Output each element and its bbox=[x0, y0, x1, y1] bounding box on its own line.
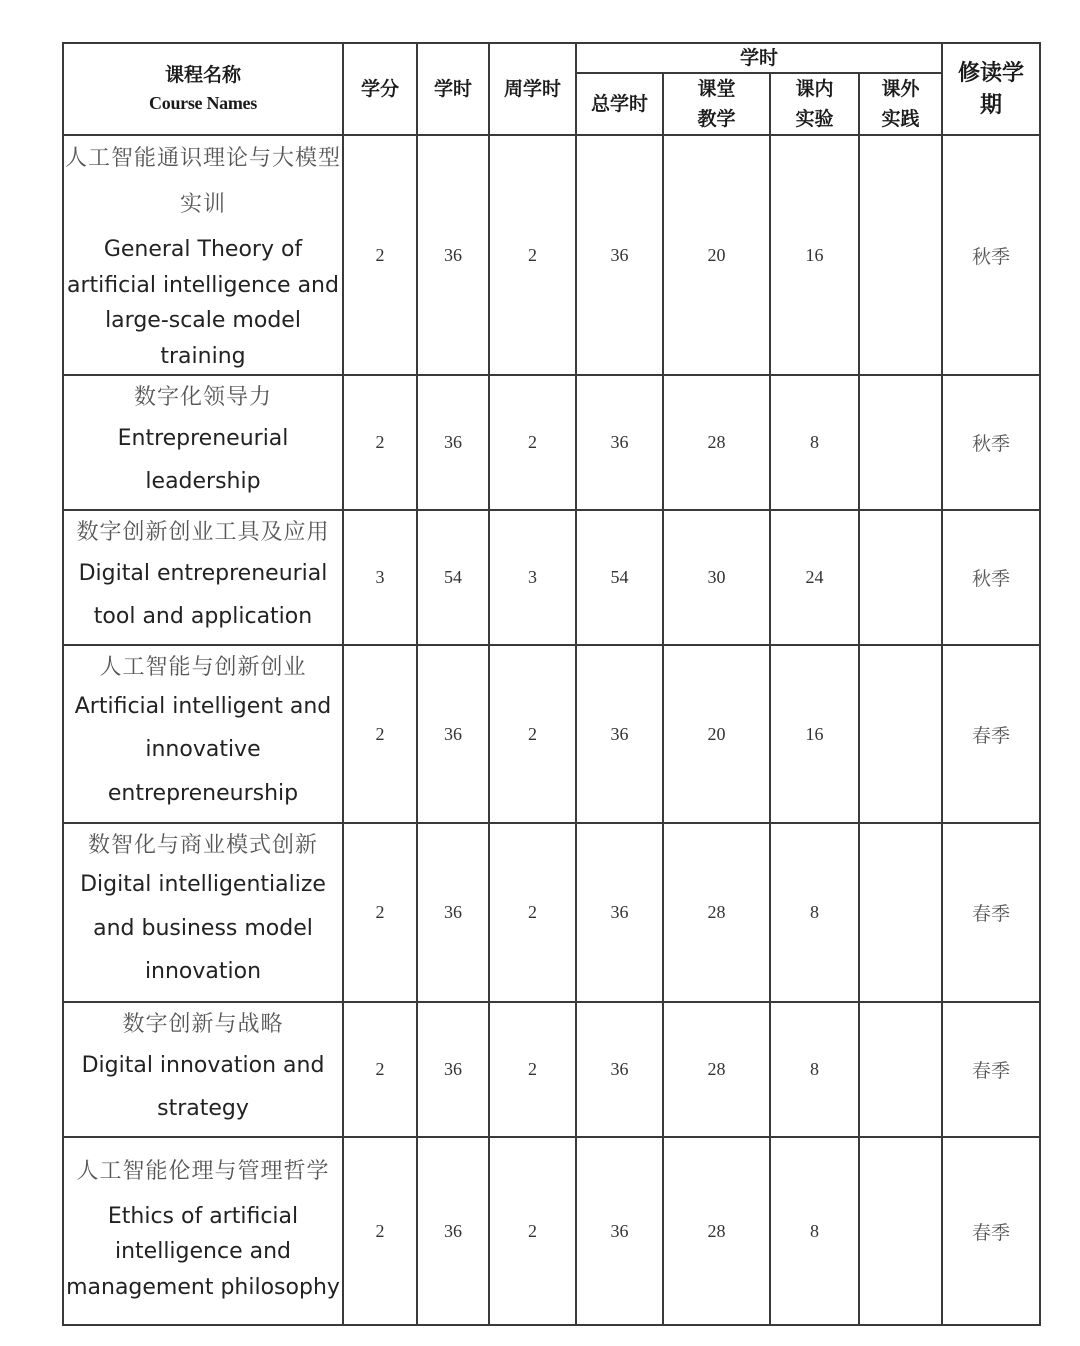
hours-cell: 36 bbox=[417, 375, 489, 510]
course-name-zh: 人工智能通识理论与大模型实训 bbox=[64, 146, 341, 217]
total-hours-cell: 36 bbox=[576, 823, 663, 1002]
table-row bbox=[63, 135, 1040, 375]
experiment-cell: 8 bbox=[770, 1137, 859, 1325]
practice-cell bbox=[859, 645, 942, 823]
course-name-cell bbox=[63, 135, 343, 375]
table-row bbox=[63, 375, 1040, 510]
practice-cell bbox=[859, 1137, 942, 1325]
experiment-cell: 8 bbox=[770, 823, 859, 1002]
weekly-hours-cell: 2 bbox=[489, 1137, 576, 1325]
classroom-cell: 30 bbox=[663, 510, 770, 645]
classroom-cell: 28 bbox=[663, 375, 770, 510]
course-name-zh: 人工智能与创新创业 bbox=[99, 654, 307, 680]
header-course-name-en: Course Names bbox=[149, 93, 257, 113]
weekly-hours-cell: 2 bbox=[489, 1002, 576, 1137]
course-name-zh: 数字创新与战略 bbox=[122, 1011, 284, 1037]
course-name-zh: 数字创新创业工具及应用 bbox=[76, 519, 330, 545]
practice-cell bbox=[859, 135, 942, 375]
course-table-container bbox=[62, 42, 1041, 1326]
experiment-cell: 24 bbox=[770, 510, 859, 645]
weekly-hours-cell: 3 bbox=[489, 510, 576, 645]
total-hours-cell: 36 bbox=[576, 645, 663, 823]
course-name-en: General Theory of artificial intelligence and large-scale model training bbox=[67, 237, 339, 369]
classroom-cell: 28 bbox=[663, 1137, 770, 1325]
experiment-cell: 16 bbox=[770, 645, 859, 823]
course-name-cell bbox=[63, 375, 343, 510]
course-name-en: Digital innovation and strategy bbox=[81, 1052, 325, 1121]
course-name-en: Digital entrepreneurial tool and application bbox=[78, 560, 328, 629]
course-name-zh: 人工智能伦理与管理哲学 bbox=[76, 1158, 330, 1184]
header-extracurricular-practice: 课外 实践 bbox=[859, 73, 942, 135]
header-hours-group: 学时 bbox=[576, 43, 942, 73]
total-hours-cell: 36 bbox=[576, 1137, 663, 1325]
table-row bbox=[63, 823, 1040, 1002]
practice-cell bbox=[859, 1002, 942, 1137]
credits-cell: 2 bbox=[343, 1137, 417, 1325]
header-course-name-zh: 课程名称 bbox=[164, 64, 241, 86]
course-name-en: Digital intelligentialize and business model innovation bbox=[80, 872, 326, 985]
credits-cell: 2 bbox=[343, 375, 417, 510]
weekly-hours-cell: 2 bbox=[489, 823, 576, 1002]
header-classroom-teaching: 课堂 教学 bbox=[663, 73, 770, 135]
credits-cell: 2 bbox=[343, 645, 417, 823]
course-name-cell bbox=[63, 1002, 343, 1137]
header-total-hours: 总学时 bbox=[576, 73, 663, 135]
course-name-zh: 数智化与商业模式创新 bbox=[87, 833, 318, 859]
experiment-cell: 8 bbox=[770, 1002, 859, 1137]
term-cell: 春季 bbox=[942, 823, 1040, 1002]
table-row bbox=[63, 645, 1040, 823]
header-hours: 学时 bbox=[417, 43, 489, 135]
total-hours-cell: 36 bbox=[576, 375, 663, 510]
credits-cell: 2 bbox=[343, 135, 417, 375]
experiment-cell: 8 bbox=[770, 375, 859, 510]
header-course-name bbox=[63, 43, 343, 135]
hours-cell: 54 bbox=[417, 510, 489, 645]
hours-cell: 36 bbox=[417, 135, 489, 375]
practice-cell bbox=[859, 823, 942, 1002]
course-name-cell bbox=[63, 823, 343, 1002]
weekly-hours-cell: 2 bbox=[489, 645, 576, 823]
classroom-cell: 28 bbox=[663, 823, 770, 1002]
course-name-cell bbox=[63, 645, 343, 823]
course-name-cell bbox=[63, 510, 343, 645]
course-name-en: Entrepreneurial leadership bbox=[117, 425, 289, 494]
term-cell: 春季 bbox=[942, 1137, 1040, 1325]
practice-cell bbox=[859, 510, 942, 645]
term-cell: 春季 bbox=[942, 645, 1040, 823]
course-table bbox=[62, 42, 1041, 1326]
table-row bbox=[63, 1137, 1040, 1325]
classroom-cell: 20 bbox=[663, 135, 770, 375]
course-name-zh: 数字化领导力 bbox=[133, 384, 272, 410]
table-row bbox=[63, 1002, 1040, 1137]
header-credits: 学分 bbox=[343, 43, 417, 135]
total-hours-cell: 36 bbox=[576, 135, 663, 375]
header-weekly-hours: 周学时 bbox=[489, 43, 576, 135]
credits-cell: 2 bbox=[343, 823, 417, 1002]
term-cell: 春季 bbox=[942, 1002, 1040, 1137]
practice-cell bbox=[859, 375, 942, 510]
course-name-en: Ethics of artificial intelligence and management philosophy bbox=[66, 1203, 340, 1300]
hours-cell: 36 bbox=[417, 1002, 489, 1137]
term-cell: 秋季 bbox=[942, 375, 1040, 510]
credits-cell: 3 bbox=[343, 510, 417, 645]
header-in-class-experiment: 课内 实验 bbox=[770, 73, 859, 135]
total-hours-cell: 54 bbox=[576, 510, 663, 645]
term-cell: 秋季 bbox=[942, 510, 1040, 645]
classroom-cell: 20 bbox=[663, 645, 770, 823]
weekly-hours-cell: 2 bbox=[489, 375, 576, 510]
hours-cell: 36 bbox=[417, 645, 489, 823]
header-term: 修读学 期 bbox=[942, 43, 1040, 135]
hours-cell: 36 bbox=[417, 823, 489, 1002]
credits-cell: 2 bbox=[343, 1002, 417, 1137]
header-row-top bbox=[63, 43, 1040, 73]
course-name-en: Artificial intelligent and innovative entrepreneurship bbox=[74, 693, 332, 806]
classroom-cell: 28 bbox=[663, 1002, 770, 1137]
table-row bbox=[63, 510, 1040, 645]
term-cell: 秋季 bbox=[942, 135, 1040, 375]
total-hours-cell: 36 bbox=[576, 1002, 663, 1137]
course-name-cell bbox=[63, 1137, 343, 1325]
weekly-hours-cell: 2 bbox=[489, 135, 576, 375]
hours-cell: 36 bbox=[417, 1137, 489, 1325]
experiment-cell: 16 bbox=[770, 135, 859, 375]
